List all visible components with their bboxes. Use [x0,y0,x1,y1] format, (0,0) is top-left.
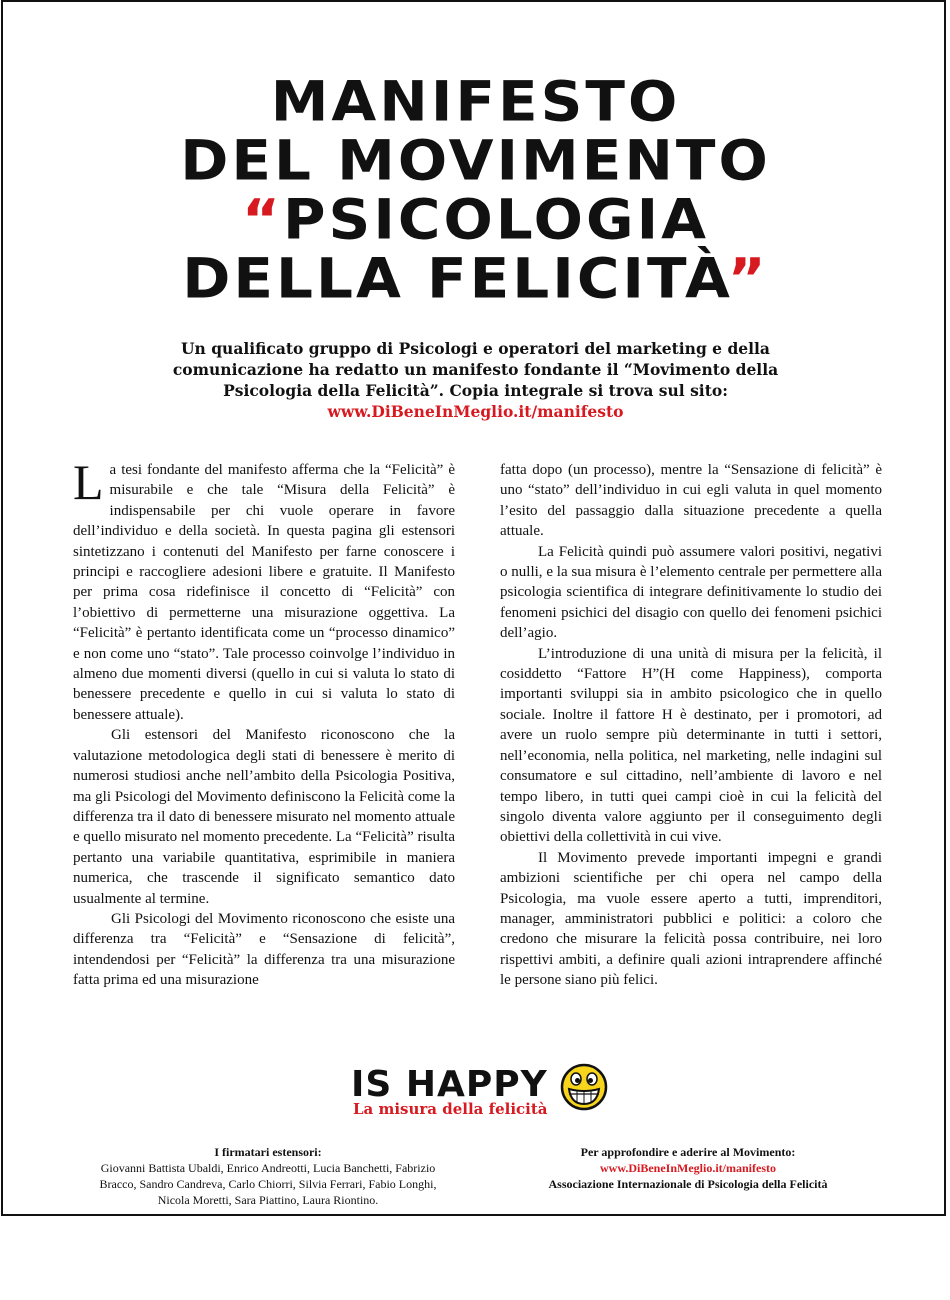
join-heading: Per approfondire e aderire al Movimento: [580,1145,796,1159]
title-line-1: MANIFESTO [270,69,681,134]
body-paragraph: L’introduzione di una unità di misura per la felicità, il cosiddetto “Fattore H”(H come Happiness), comporta importanti sviluppi sia in ambito psicologico che in quello sociale. Inoltre il fattore H è destinato, per i promotori, ad avere un ruolo sempre più determinante in tutti i settori, nell’economia, nella politica, nel marketing, nelle indagini sul consumatore e sul cittadino, nell’ambiente di lavoro e nel tempo libero, in tutti quei campi cioè in cui la felicità del singolo diventa valore aggiunto per il conseguimento degli obiettivi della collettività in cui vive. [500,645,882,846]
signatories [83,1144,453,1208]
body-paragraph: La Felicità quindi può assumere valori positivi, negativi o nulli, e la sua misura è l’elemento centrale per permettere alla psicologia scientifica di integrare definitivamente lo studio dei fenomeni psichici del disagio con quello dei fenomeni psichici dell’agio. [500,543,882,642]
body-paragraph: Il Movimento prevede importanti impegni e grandi ambizioni scientifiche per chi opera nel campo della Psicologia, ma vuole essere aperto a tutti, imprenditori, manager, amministratori pubblici e politici: a coloro che credono che misurare la felicità possa contribuire, nei loro rispettivi ambiti, a definire quali azioni intraprendere affinché le persone siano più felici. [500,849,882,989]
brand-tagline: La misura della felicità [353,1100,548,1118]
body-paragraph [73,454,455,725]
open-quote-mark: “ [241,187,284,252]
signatories-heading: I firmatari estensori: [214,1145,322,1159]
brand-logo [351,1064,611,1124]
body-paragraph: Gli estensori del Manifesto riconoscono che la valutazione metodologica degli stati di benessere è merito di numerosi studiosi anche nell’ambito della Psicologia Positiva, ma gli Psicologi del Movimento definiscono la Felicità come la differenza tra il dato di benessere misurato nel momento attuale e quello misurato nel momento precedente. La “Felicità” risulta pertanto una variabile quantitativa, esprimibile in maniera numerica, che trascende il significato semantico dato usualmente al termine. [73,727,455,907]
document-page [1,0,946,1216]
join-link[interactable]: www.DiBeneInMeglio.it/manifesto [600,1161,776,1175]
subtitle [153,338,798,422]
drop-cap: L [73,454,104,510]
body-column-right [500,460,882,991]
body-column-left [73,454,455,991]
title-line-4 [3,246,948,311]
close-quote-mark: ” [727,246,769,311]
brand-name: IS HAPPY [351,1064,548,1105]
subtitle-link[interactable]: www.DiBeneInMeglio.it/manifesto [327,402,624,421]
signatories-names: Giovanni Battista Ubaldi, Enrico Andreotti, Lucia Banchetti, Fabrizio Bracco, Sandro Candreva, Carlo Chiorri, Silvia Ferrari, Fabio Longhi, Nicola Moretti, Sara Piattino, Laura Riontino. [99,1161,437,1207]
subtitle-text: Un qualificato gruppo di Psicologi e operatori del marketing e della comunicazione ha redatto un manifesto fondante il “Movimento della Psicologia della Felicità”. Copia integrale si trova sul sito: [172,339,779,400]
body-paragraph: Gli Psicologi del Movimento riconoscono che esiste una differenza tra “Felicità” e “Sensazione di felicità”, intendendosi per “Felicità” la differenza tra una misurazione fatta prima ed una misurazione [73,910,455,989]
title-line-2: DEL MOVIMENTO [180,128,771,193]
body-paragraph: fatta dopo (un processo), mentre la “Sensazione di felicità” è uno “stato” dell’individuo in cui egli valuta in quel momento l’esito del passaggio dalla situazione precedente a quella attuale. [500,462,882,540]
title-line-3-text: PSICOLOGIA [283,187,710,252]
paragraph-text: a tesi fondante del manifesto afferma che la “Felicità” è misurabile e che tale “Misura della Felicità” è indispensabile per chi vuole operare in favore dell’individuo e della società. In questa pagina gli estensori sintetizzano i contenuti del Manifesto per farne conoscere i principi e raccogliere adesioni libere e gratuite. Il Manifesto per prima cosa ridefinisce il concetto di “Felicità” con l’obiettivo di permetterne una misurazione oggettiva. La “Felicità” è pertanto identificata come un “processo dinamico” e non come uno “stato”. Tale processo coinvolge l’individuo in almeno due momenti diversi (quello in cui si valuta lo stato di benessere precedente e quello in cui si valuta lo stato di benessere attuale). [73,462,455,723]
smiley-icon [559,1062,609,1112]
title-line-3 [3,187,948,252]
title-line-4-text: DELLA FELICITÀ [182,246,728,311]
association-name: Associazione Internazionale di Psicologia della Felicità [548,1177,828,1191]
join-info [501,1144,875,1192]
page-title [3,69,948,311]
